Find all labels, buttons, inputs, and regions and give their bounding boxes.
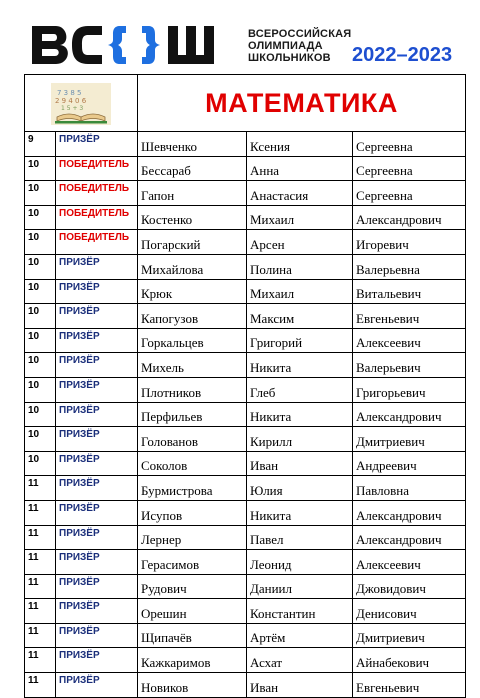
- grade-cell: 11: [25, 500, 56, 525]
- grade-cell: 10: [25, 279, 56, 304]
- status-cell: ПРИЗЁР: [56, 673, 138, 698]
- first-name-cell: Юлия: [247, 476, 353, 501]
- last-name-cell: Костенко: [138, 205, 247, 230]
- table-row: [25, 476, 466, 501]
- first-name-cell: Иван: [247, 673, 353, 698]
- patronymic-cell: Витальевич: [353, 279, 466, 304]
- results-table: [24, 74, 466, 698]
- table-row: [25, 673, 466, 698]
- patronymic-cell: Григорьевич: [353, 377, 466, 402]
- first-name-cell: Никита: [247, 402, 353, 427]
- patronymic-cell: Андреевич: [353, 451, 466, 476]
- status-cell: ПРИЗЁР: [56, 574, 138, 599]
- grade-cell: 10: [25, 451, 56, 476]
- table-row: [25, 648, 466, 673]
- status-cell: ПОБЕДИТЕЛЬ: [56, 205, 138, 230]
- subject-row: [25, 75, 466, 132]
- last-name-cell: Капогузов: [138, 304, 247, 329]
- first-name-cell: Анна: [247, 156, 353, 181]
- status-cell: ПРИЗЁР: [56, 623, 138, 648]
- last-name-cell: Лернер: [138, 525, 247, 550]
- svg-text:2 9 4 0 6: 2 9 4 0 6: [55, 97, 87, 105]
- status-cell: ПРИЗЁР: [56, 254, 138, 279]
- table-row: [25, 550, 466, 575]
- vsosh-logo: [30, 22, 240, 68]
- patronymic-cell: Джовидович: [353, 574, 466, 599]
- first-name-cell: Даниил: [247, 574, 353, 599]
- status-cell: ПОБЕДИТЕЛЬ: [56, 156, 138, 181]
- grade-cell: 11: [25, 673, 56, 698]
- last-name-cell: Михель: [138, 353, 247, 378]
- patronymic-cell: Сергеевна: [353, 181, 466, 206]
- svg-text:7 3 8 5: 7 3 8 5: [57, 89, 82, 97]
- grade-cell: 10: [25, 205, 56, 230]
- patronymic-cell: Айнабекович: [353, 648, 466, 673]
- last-name-cell: Рудович: [138, 574, 247, 599]
- status-cell: ПРИЗЁР: [56, 304, 138, 329]
- grade-cell: 11: [25, 550, 56, 575]
- last-name-cell: Перфильев: [138, 402, 247, 427]
- last-name-cell: Бессараб: [138, 156, 247, 181]
- first-name-cell: Павел: [247, 525, 353, 550]
- grade-cell: 10: [25, 230, 56, 255]
- last-name-cell: Погарский: [138, 230, 247, 255]
- patronymic-cell: Павловна: [353, 476, 466, 501]
- first-name-cell: Ксения: [247, 132, 353, 157]
- table-row: [25, 525, 466, 550]
- last-name-cell: Горкальцев: [138, 328, 247, 353]
- first-name-cell: Артём: [247, 623, 353, 648]
- grade-cell: 11: [25, 599, 56, 624]
- first-name-cell: Арсен: [247, 230, 353, 255]
- patronymic-cell: Валерьевна: [353, 254, 466, 279]
- last-name-cell: Гапон: [138, 181, 247, 206]
- grade-cell: 11: [25, 623, 56, 648]
- grade-cell: 11: [25, 525, 56, 550]
- book-numbers-icon: [49, 81, 113, 127]
- status-cell: ПРИЗЁР: [56, 648, 138, 673]
- last-name-cell: Бурмистрова: [138, 476, 247, 501]
- patronymic-cell: Денисович: [353, 599, 466, 624]
- logo-caption-line: ШКОЛЬНИКОВ: [248, 52, 331, 64]
- last-name-cell: Новиков: [138, 673, 247, 698]
- grade-cell: 10: [25, 427, 56, 452]
- grade-cell: 10: [25, 304, 56, 329]
- table-row: [25, 623, 466, 648]
- subject-title: МАТЕМАТИКА: [138, 75, 466, 132]
- status-cell: ПРИЗЁР: [56, 402, 138, 427]
- last-name-cell: Герасимов: [138, 550, 247, 575]
- status-cell: ПРИЗЁР: [56, 525, 138, 550]
- first-name-cell: Михаил: [247, 205, 353, 230]
- last-name-cell: Михайлова: [138, 254, 247, 279]
- last-name-cell: Шевченко: [138, 132, 247, 157]
- last-name-cell: Щипачёв: [138, 623, 247, 648]
- first-name-cell: Глеб: [247, 377, 353, 402]
- first-name-cell: Анастасия: [247, 181, 353, 206]
- table-row: [25, 451, 466, 476]
- first-name-cell: Михаил: [247, 279, 353, 304]
- logo-caption: [248, 28, 358, 64]
- patronymic-cell: Сергеевна: [353, 132, 466, 157]
- first-name-cell: Полина: [247, 254, 353, 279]
- table-row: [25, 205, 466, 230]
- status-cell: ПРИЗЁР: [56, 427, 138, 452]
- table-row: [25, 254, 466, 279]
- year-label: 2022–2023: [352, 44, 453, 66]
- table-row: [25, 230, 466, 255]
- status-cell: ПРИЗЁР: [56, 353, 138, 378]
- table-row: [25, 500, 466, 525]
- patronymic-cell: Валерьевич: [353, 353, 466, 378]
- last-name-cell: Плотников: [138, 377, 247, 402]
- header: [0, 0, 480, 74]
- grade-cell: 10: [25, 156, 56, 181]
- first-name-cell: Григорий: [247, 328, 353, 353]
- first-name-cell: Леонид: [247, 550, 353, 575]
- logo-caption-line: ОЛИМПИАДА: [248, 40, 323, 52]
- table-row: [25, 599, 466, 624]
- grade-cell: 10: [25, 328, 56, 353]
- last-name-cell: Крюк: [138, 279, 247, 304]
- patronymic-cell: Алексеевич: [353, 550, 466, 575]
- status-cell: ПРИЗЁР: [56, 377, 138, 402]
- table-row: [25, 304, 466, 329]
- patronymic-cell: Алексеевич: [353, 328, 466, 353]
- status-cell: ПОБЕДИТЕЛЬ: [56, 181, 138, 206]
- svg-text:1 5 + 3: 1 5 + 3: [61, 105, 84, 112]
- last-name-cell: Орешин: [138, 599, 247, 624]
- status-cell: ПРИЗЁР: [56, 451, 138, 476]
- status-cell: ПРИЗЁР: [56, 476, 138, 501]
- grade-cell: 10: [25, 254, 56, 279]
- grade-cell: 9: [25, 132, 56, 157]
- last-name-cell: Кажкаримов: [138, 648, 247, 673]
- patronymic-cell: Евгеньевич: [353, 304, 466, 329]
- grade-cell: 11: [25, 476, 56, 501]
- table-row: [25, 377, 466, 402]
- grade-cell: 10: [25, 353, 56, 378]
- first-name-cell: Асхат: [247, 648, 353, 673]
- table-row: [25, 156, 466, 181]
- table-row: [25, 353, 466, 378]
- last-name-cell: Исупов: [138, 500, 247, 525]
- table-row: [25, 279, 466, 304]
- last-name-cell: Соколов: [138, 451, 247, 476]
- grade-cell: 10: [25, 402, 56, 427]
- table-row: [25, 132, 466, 157]
- table-row: [25, 402, 466, 427]
- first-name-cell: Иван: [247, 451, 353, 476]
- status-cell: ПРИЗЁР: [56, 132, 138, 157]
- patronymic-cell: Игоревич: [353, 230, 466, 255]
- first-name-cell: Кирилл: [247, 427, 353, 452]
- patronymic-cell: Сергеевна: [353, 156, 466, 181]
- table-row: [25, 181, 466, 206]
- table-row: [25, 427, 466, 452]
- first-name-cell: Никита: [247, 353, 353, 378]
- status-cell: ПРИЗЁР: [56, 550, 138, 575]
- patronymic-cell: Евгеньевич: [353, 673, 466, 698]
- table-row: [25, 328, 466, 353]
- patronymic-cell: Александрович: [353, 500, 466, 525]
- status-cell: ПРИЗЁР: [56, 599, 138, 624]
- grade-cell: 11: [25, 574, 56, 599]
- patronymic-cell: Александрович: [353, 525, 466, 550]
- subject-icon-cell: [25, 75, 138, 132]
- status-cell: ПРИЗЁР: [56, 279, 138, 304]
- grade-cell: 10: [25, 181, 56, 206]
- grade-cell: 11: [25, 648, 56, 673]
- status-cell: ПРИЗЁР: [56, 500, 138, 525]
- patronymic-cell: Дмитриевич: [353, 623, 466, 648]
- status-cell: ПРИЗЁР: [56, 328, 138, 353]
- table-row: [25, 574, 466, 599]
- first-name-cell: Никита: [247, 500, 353, 525]
- status-cell: ПОБЕДИТЕЛЬ: [56, 230, 138, 255]
- first-name-cell: Константин: [247, 599, 353, 624]
- patronymic-cell: Александрович: [353, 402, 466, 427]
- grade-cell: 10: [25, 377, 56, 402]
- patronymic-cell: Дмитриевич: [353, 427, 466, 452]
- patronymic-cell: Александрович: [353, 205, 466, 230]
- first-name-cell: Максим: [247, 304, 353, 329]
- last-name-cell: Голованов: [138, 427, 247, 452]
- logo-caption-line: ВСЕРОССИЙСКАЯ: [248, 28, 352, 40]
